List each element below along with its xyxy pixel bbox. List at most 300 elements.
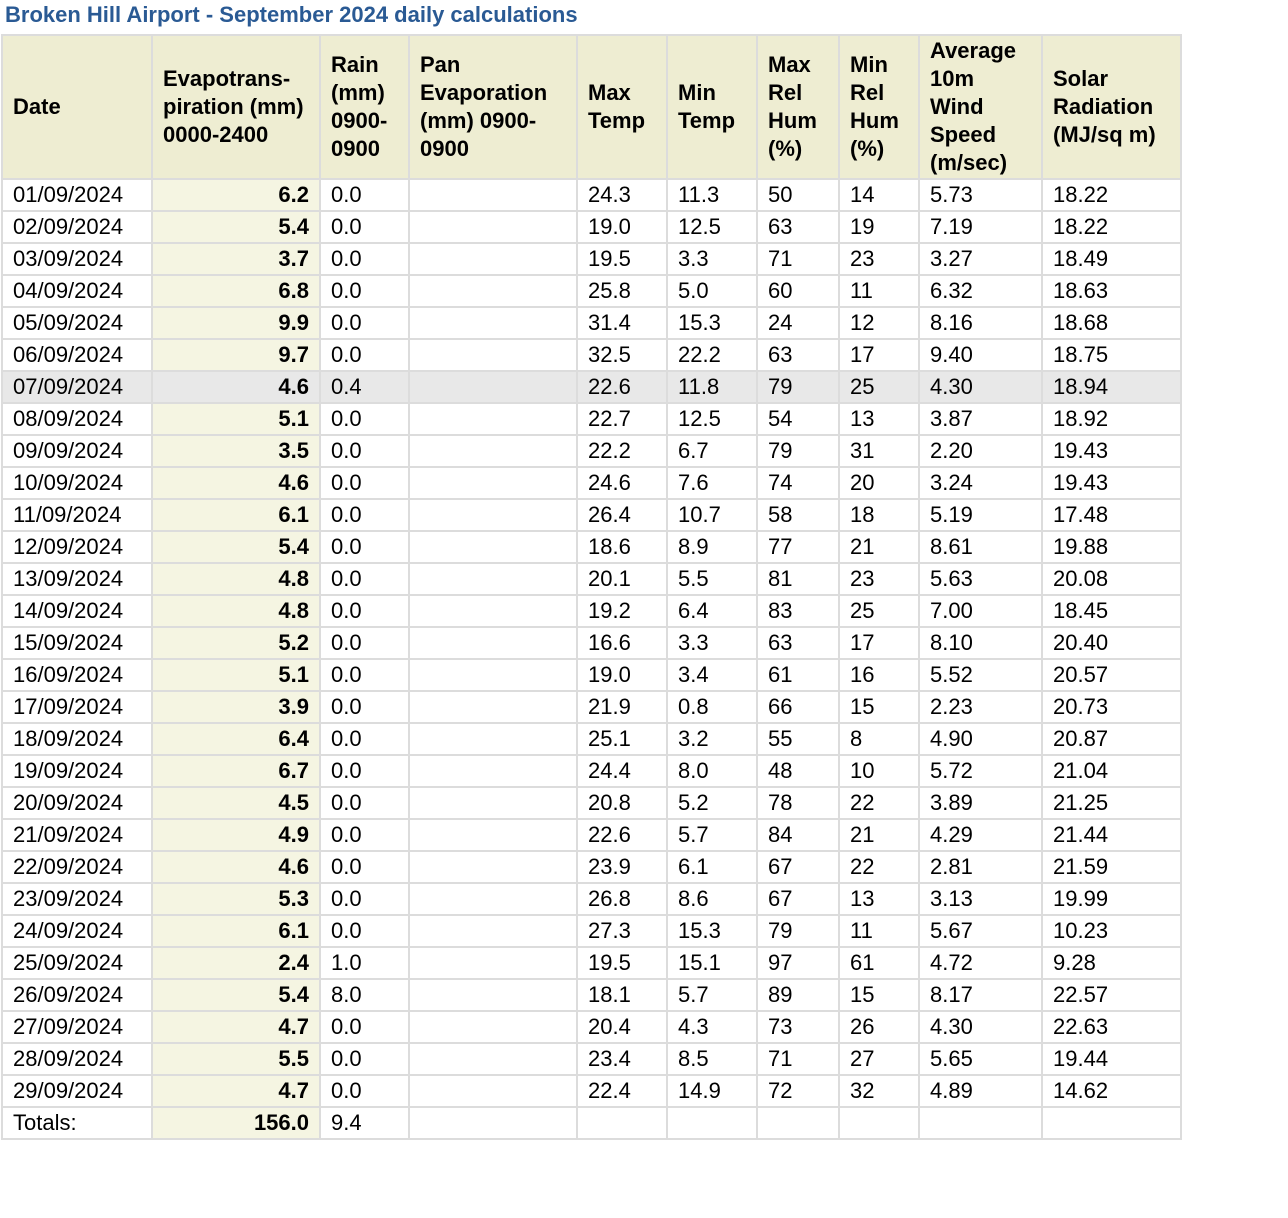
cell-max-rel-hum: 50 (757, 179, 839, 211)
table-row (2, 339, 1181, 371)
table-row (2, 563, 1181, 595)
cell-solar-radiation: 19.44 (1042, 1043, 1181, 1075)
cell-wind-speed: 3.13 (919, 883, 1042, 915)
cell-pan-evaporation (409, 275, 577, 307)
cell-max-rel-hum: 79 (757, 915, 839, 947)
table-row (2, 691, 1181, 723)
cell-min-temp: 8.9 (667, 531, 757, 563)
cell-solar-radiation: 18.94 (1042, 371, 1181, 403)
cell-pan-evaporation (409, 1043, 577, 1075)
cell-pan-evaporation (409, 467, 577, 499)
cell-min-temp: 15.3 (667, 307, 757, 339)
cell-date: 25/09/2024 (2, 947, 152, 979)
table-row (2, 531, 1181, 563)
cell-solar-radiation: 10.23 (1042, 915, 1181, 947)
cell-pan-evaporation (409, 499, 577, 531)
cell-wind-speed: 3.24 (919, 467, 1042, 499)
cell-evapotranspiration: 6.1 (152, 499, 320, 531)
cell-max-rel-hum: 48 (757, 755, 839, 787)
cell-min-temp: 22.2 (667, 339, 757, 371)
cell-date: 02/09/2024 (2, 211, 152, 243)
cell-date: 22/09/2024 (2, 851, 152, 883)
cell-date: 05/09/2024 (2, 307, 152, 339)
cell-min-rel-hum: 8 (839, 723, 919, 755)
cell-solar-radiation: 9.28 (1042, 947, 1181, 979)
cell-max-temp: 21.9 (577, 691, 667, 723)
cell-min-temp: 8.5 (667, 1043, 757, 1075)
cell-solar-radiation: 14.62 (1042, 1075, 1181, 1107)
cell-wind-speed: 5.73 (919, 179, 1042, 211)
cell-min-rel-hum: 18 (839, 499, 919, 531)
cell-max-rel-hum: 54 (757, 403, 839, 435)
cell-rain: 0.0 (320, 275, 409, 307)
cell-wind-speed: 8.61 (919, 531, 1042, 563)
cell-rain: 0.0 (320, 531, 409, 563)
cell-min-temp: 5.2 (667, 787, 757, 819)
cell-min-rel-hum: 31 (839, 435, 919, 467)
cell-evapotranspiration: 3.9 (152, 691, 320, 723)
table-row (2, 883, 1181, 915)
cell-solar-radiation: 18.92 (1042, 403, 1181, 435)
table-row (2, 435, 1181, 467)
cell-solar-radiation: 18.22 (1042, 179, 1181, 211)
cell-pan-evaporation (409, 915, 577, 947)
cell-max-rel-hum: 67 (757, 883, 839, 915)
cell-min-rel-hum: 17 (839, 339, 919, 371)
cell-min-temp: 6.1 (667, 851, 757, 883)
cell-pan-evaporation (409, 243, 577, 275)
cell-max-rel-hum: 81 (757, 563, 839, 595)
cell-max-temp: 16.6 (577, 627, 667, 659)
cell-min-temp: 11.8 (667, 371, 757, 403)
cell-evapotranspiration: 5.4 (152, 531, 320, 563)
cell-min-temp: 6.7 (667, 435, 757, 467)
cell-rain: 0.0 (320, 403, 409, 435)
table-row (2, 659, 1181, 691)
cell-rain: 0.0 (320, 723, 409, 755)
cell-evapotranspiration: 9.7 (152, 339, 320, 371)
cell-evapotranspiration: 4.6 (152, 851, 320, 883)
header-row (2, 35, 1181, 179)
cell-solar-radiation: 22.63 (1042, 1011, 1181, 1043)
col-header-rain: Rain (mm) 0900-0900 (320, 35, 409, 179)
table-row (2, 179, 1181, 211)
cell-max-temp: 24.6 (577, 467, 667, 499)
table-caption: Broken Hill Airport - September 2024 daily calculations (5, 2, 578, 27)
cell-evapotranspiration: 4.8 (152, 563, 320, 595)
cell-rain: 0.0 (320, 563, 409, 595)
cell-max-rel-hum: 55 (757, 723, 839, 755)
cell-rain: 8.0 (320, 979, 409, 1011)
cell-max-rel-hum: 84 (757, 819, 839, 851)
cell-wind-speed: 5.65 (919, 1043, 1042, 1075)
cell-evapotranspiration: 5.2 (152, 627, 320, 659)
cell-max-rel-hum: 78 (757, 787, 839, 819)
cell-max-rel-hum: 72 (757, 1075, 839, 1107)
cell-rain: 0.0 (320, 243, 409, 275)
cell-evapotranspiration: 9.9 (152, 307, 320, 339)
col-header-solar-radiation: Solar Radiation (MJ/sq m) (1042, 35, 1181, 179)
cell-max-temp: 20.8 (577, 787, 667, 819)
totals-min-rel-hum (839, 1107, 919, 1139)
cell-max-temp: 32.5 (577, 339, 667, 371)
cell-date: 24/09/2024 (2, 915, 152, 947)
cell-max-rel-hum: 60 (757, 275, 839, 307)
col-header-pan-evaporation: Pan Evaporation (mm) 0900-0900 (409, 35, 577, 179)
cell-max-rel-hum: 63 (757, 211, 839, 243)
totals-max-rel-hum (757, 1107, 839, 1139)
cell-date: 04/09/2024 (2, 275, 152, 307)
cell-wind-speed: 7.19 (919, 211, 1042, 243)
cell-evapotranspiration: 3.5 (152, 435, 320, 467)
cell-date: 06/09/2024 (2, 339, 152, 371)
cell-min-rel-hum: 10 (839, 755, 919, 787)
cell-min-temp: 5.0 (667, 275, 757, 307)
cell-evapotranspiration: 4.7 (152, 1075, 320, 1107)
cell-min-rel-hum: 17 (839, 627, 919, 659)
table-row (2, 851, 1181, 883)
cell-pan-evaporation (409, 723, 577, 755)
cell-min-temp: 15.3 (667, 915, 757, 947)
cell-solar-radiation: 20.87 (1042, 723, 1181, 755)
cell-rain: 0.0 (320, 787, 409, 819)
cell-wind-speed: 7.00 (919, 595, 1042, 627)
cell-min-rel-hum: 20 (839, 467, 919, 499)
cell-date: 03/09/2024 (2, 243, 152, 275)
cell-date: 20/09/2024 (2, 787, 152, 819)
cell-pan-evaporation (409, 755, 577, 787)
cell-pan-evaporation (409, 595, 577, 627)
cell-date: 14/09/2024 (2, 595, 152, 627)
table-row (2, 275, 1181, 307)
cell-max-temp: 31.4 (577, 307, 667, 339)
cell-pan-evaporation (409, 787, 577, 819)
cell-rain: 1.0 (320, 947, 409, 979)
cell-max-temp: 24.3 (577, 179, 667, 211)
cell-max-rel-hum: 79 (757, 435, 839, 467)
cell-min-rel-hum: 25 (839, 595, 919, 627)
cell-min-rel-hum: 16 (839, 659, 919, 691)
cell-solar-radiation: 18.75 (1042, 339, 1181, 371)
col-header-date: Date (2, 35, 152, 179)
cell-wind-speed: 5.63 (919, 563, 1042, 595)
cell-wind-speed: 4.30 (919, 1011, 1042, 1043)
table-row (2, 627, 1181, 659)
cell-evapotranspiration: 4.7 (152, 1011, 320, 1043)
cell-date: 21/09/2024 (2, 819, 152, 851)
cell-wind-speed: 3.27 (919, 243, 1042, 275)
table-row (2, 1075, 1181, 1107)
cell-max-temp: 25.8 (577, 275, 667, 307)
cell-evapotranspiration: 5.5 (152, 1043, 320, 1075)
cell-wind-speed: 5.52 (919, 659, 1042, 691)
table-row (2, 819, 1181, 851)
table-row (2, 467, 1181, 499)
cell-max-temp: 22.7 (577, 403, 667, 435)
cell-min-temp: 15.1 (667, 947, 757, 979)
cell-date: 10/09/2024 (2, 467, 152, 499)
cell-max-temp: 23.4 (577, 1043, 667, 1075)
cell-date: 11/09/2024 (2, 499, 152, 531)
cell-rain: 0.0 (320, 595, 409, 627)
cell-max-temp: 19.0 (577, 659, 667, 691)
cell-rain: 0.0 (320, 211, 409, 243)
totals-row (2, 1107, 1181, 1139)
cell-pan-evaporation (409, 819, 577, 851)
cell-min-temp: 3.3 (667, 243, 757, 275)
cell-date: 28/09/2024 (2, 1043, 152, 1075)
cell-rain: 0.4 (320, 371, 409, 403)
cell-max-temp: 18.1 (577, 979, 667, 1011)
cell-solar-radiation: 19.99 (1042, 883, 1181, 915)
cell-evapotranspiration: 4.6 (152, 371, 320, 403)
totals-min-temp (667, 1107, 757, 1139)
totals-evapotranspiration: 156.0 (152, 1107, 320, 1139)
cell-min-temp: 10.7 (667, 499, 757, 531)
table-row (2, 979, 1181, 1011)
cell-evapotranspiration: 6.8 (152, 275, 320, 307)
cell-max-temp: 19.0 (577, 211, 667, 243)
cell-date: 01/09/2024 (2, 179, 152, 211)
cell-min-rel-hum: 61 (839, 947, 919, 979)
table-row (2, 595, 1181, 627)
cell-min-temp: 12.5 (667, 403, 757, 435)
cell-min-temp: 4.3 (667, 1011, 757, 1043)
cell-min-rel-hum: 23 (839, 243, 919, 275)
cell-max-rel-hum: 97 (757, 947, 839, 979)
cell-date: 17/09/2024 (2, 691, 152, 723)
cell-min-rel-hum: 23 (839, 563, 919, 595)
cell-max-temp: 20.4 (577, 1011, 667, 1043)
col-header-min-temp: Min Temp (667, 35, 757, 179)
cell-rain: 0.0 (320, 627, 409, 659)
table-row (2, 947, 1181, 979)
cell-min-temp: 3.2 (667, 723, 757, 755)
cell-pan-evaporation (409, 435, 577, 467)
cell-rain: 0.0 (320, 691, 409, 723)
cell-pan-evaporation (409, 659, 577, 691)
cell-max-temp: 19.5 (577, 947, 667, 979)
cell-date: 23/09/2024 (2, 883, 152, 915)
totals-solar-radiation (1042, 1107, 1181, 1139)
cell-max-temp: 23.9 (577, 851, 667, 883)
cell-solar-radiation: 18.49 (1042, 243, 1181, 275)
cell-max-temp: 22.2 (577, 435, 667, 467)
cell-pan-evaporation (409, 179, 577, 211)
cell-min-temp: 8.0 (667, 755, 757, 787)
cell-wind-speed: 2.81 (919, 851, 1042, 883)
table-row (2, 915, 1181, 947)
cell-max-rel-hum: 89 (757, 979, 839, 1011)
cell-solar-radiation: 21.44 (1042, 819, 1181, 851)
cell-min-temp: 6.4 (667, 595, 757, 627)
table-row (2, 371, 1181, 403)
cell-date: 08/09/2024 (2, 403, 152, 435)
cell-max-rel-hum: 83 (757, 595, 839, 627)
cell-date: 07/09/2024 (2, 371, 152, 403)
cell-min-rel-hum: 22 (839, 787, 919, 819)
cell-max-rel-hum: 63 (757, 627, 839, 659)
table-row (2, 787, 1181, 819)
cell-rain: 0.0 (320, 819, 409, 851)
table-body (2, 179, 1181, 1139)
cell-min-rel-hum: 11 (839, 915, 919, 947)
col-header-max-temp: Max Temp (577, 35, 667, 179)
totals-wind-speed (919, 1107, 1042, 1139)
cell-wind-speed: 3.89 (919, 787, 1042, 819)
cell-min-rel-hum: 21 (839, 819, 919, 851)
col-header-max-rel-hum: Max Rel Hum (%) (757, 35, 839, 179)
cell-min-temp: 8.6 (667, 883, 757, 915)
cell-solar-radiation: 18.45 (1042, 595, 1181, 627)
cell-solar-radiation: 21.25 (1042, 787, 1181, 819)
cell-max-rel-hum: 67 (757, 851, 839, 883)
cell-rain: 0.0 (320, 1011, 409, 1043)
cell-min-temp: 5.5 (667, 563, 757, 595)
cell-max-temp: 25.1 (577, 723, 667, 755)
cell-date: 15/09/2024 (2, 627, 152, 659)
cell-max-rel-hum: 61 (757, 659, 839, 691)
cell-min-temp: 3.3 (667, 627, 757, 659)
cell-min-rel-hum: 32 (839, 1075, 919, 1107)
cell-evapotranspiration: 5.1 (152, 403, 320, 435)
cell-rain: 0.0 (320, 659, 409, 691)
cell-solar-radiation: 18.63 (1042, 275, 1181, 307)
cell-min-temp: 11.3 (667, 179, 757, 211)
cell-max-rel-hum: 66 (757, 691, 839, 723)
cell-evapotranspiration: 4.9 (152, 819, 320, 851)
cell-rain: 0.0 (320, 915, 409, 947)
daily-calculations-table (1, 34, 1182, 1140)
cell-max-rel-hum: 79 (757, 371, 839, 403)
cell-min-rel-hum: 26 (839, 1011, 919, 1043)
cell-solar-radiation: 21.04 (1042, 755, 1181, 787)
table-row (2, 755, 1181, 787)
totals-label: Totals: (2, 1107, 152, 1139)
cell-wind-speed: 3.87 (919, 403, 1042, 435)
cell-min-rel-hum: 13 (839, 403, 919, 435)
cell-max-temp: 24.4 (577, 755, 667, 787)
cell-min-temp: 3.4 (667, 659, 757, 691)
cell-wind-speed: 4.29 (919, 819, 1042, 851)
cell-date: 09/09/2024 (2, 435, 152, 467)
cell-pan-evaporation (409, 627, 577, 659)
cell-min-temp: 12.5 (667, 211, 757, 243)
cell-min-rel-hum: 14 (839, 179, 919, 211)
cell-max-temp: 22.6 (577, 371, 667, 403)
cell-max-temp: 27.3 (577, 915, 667, 947)
cell-max-temp: 20.1 (577, 563, 667, 595)
totals-max-temp (577, 1107, 667, 1139)
cell-pan-evaporation (409, 403, 577, 435)
cell-date: 18/09/2024 (2, 723, 152, 755)
cell-pan-evaporation (409, 883, 577, 915)
cell-max-rel-hum: 71 (757, 1043, 839, 1075)
cell-wind-speed: 6.32 (919, 275, 1042, 307)
cell-pan-evaporation (409, 1011, 577, 1043)
cell-max-temp: 19.2 (577, 595, 667, 627)
cell-rain: 0.0 (320, 467, 409, 499)
cell-date: 13/09/2024 (2, 563, 152, 595)
cell-max-rel-hum: 77 (757, 531, 839, 563)
cell-pan-evaporation (409, 307, 577, 339)
cell-pan-evaporation (409, 211, 577, 243)
cell-wind-speed: 2.23 (919, 691, 1042, 723)
cell-evapotranspiration: 6.7 (152, 755, 320, 787)
cell-min-temp: 0.8 (667, 691, 757, 723)
cell-evapotranspiration: 5.1 (152, 659, 320, 691)
cell-wind-speed: 4.90 (919, 723, 1042, 755)
cell-max-rel-hum: 58 (757, 499, 839, 531)
cell-min-rel-hum: 27 (839, 1043, 919, 1075)
cell-evapotranspiration: 4.8 (152, 595, 320, 627)
cell-wind-speed: 8.17 (919, 979, 1042, 1011)
table-row (2, 307, 1181, 339)
cell-wind-speed: 5.72 (919, 755, 1042, 787)
cell-solar-radiation: 17.48 (1042, 499, 1181, 531)
table-row (2, 1011, 1181, 1043)
cell-evapotranspiration: 5.4 (152, 979, 320, 1011)
cell-min-rel-hum: 12 (839, 307, 919, 339)
cell-evapotranspiration: 6.2 (152, 179, 320, 211)
cell-date: 27/09/2024 (2, 1011, 152, 1043)
cell-evapotranspiration: 5.4 (152, 211, 320, 243)
cell-rain: 0.0 (320, 851, 409, 883)
cell-max-rel-hum: 73 (757, 1011, 839, 1043)
col-header-min-rel-hum: Min Rel Hum (%) (839, 35, 919, 179)
cell-min-rel-hum: 15 (839, 691, 919, 723)
cell-solar-radiation: 20.73 (1042, 691, 1181, 723)
cell-max-rel-hum: 74 (757, 467, 839, 499)
cell-wind-speed: 5.67 (919, 915, 1042, 947)
cell-rain: 0.0 (320, 435, 409, 467)
cell-min-temp: 7.6 (667, 467, 757, 499)
cell-wind-speed: 8.16 (919, 307, 1042, 339)
totals-pan-evaporation (409, 1107, 577, 1139)
cell-min-rel-hum: 11 (839, 275, 919, 307)
cell-solar-radiation: 19.88 (1042, 531, 1181, 563)
cell-solar-radiation: 18.68 (1042, 307, 1181, 339)
cell-wind-speed: 9.40 (919, 339, 1042, 371)
cell-rain: 0.0 (320, 307, 409, 339)
cell-solar-radiation: 20.40 (1042, 627, 1181, 659)
cell-min-rel-hum: 19 (839, 211, 919, 243)
cell-max-temp: 22.6 (577, 819, 667, 851)
cell-max-rel-hum: 71 (757, 243, 839, 275)
table-row (2, 723, 1181, 755)
cell-evapotranspiration: 4.5 (152, 787, 320, 819)
cell-rain: 0.0 (320, 883, 409, 915)
cell-max-temp: 26.8 (577, 883, 667, 915)
cell-solar-radiation: 20.57 (1042, 659, 1181, 691)
cell-wind-speed: 2.20 (919, 435, 1042, 467)
cell-max-temp: 19.5 (577, 243, 667, 275)
cell-pan-evaporation (409, 947, 577, 979)
cell-rain: 0.0 (320, 499, 409, 531)
cell-wind-speed: 4.89 (919, 1075, 1042, 1107)
cell-solar-radiation: 19.43 (1042, 467, 1181, 499)
cell-solar-radiation: 22.57 (1042, 979, 1181, 1011)
cell-min-temp: 5.7 (667, 819, 757, 851)
cell-pan-evaporation (409, 691, 577, 723)
cell-min-rel-hum: 21 (839, 531, 919, 563)
cell-wind-speed: 8.10 (919, 627, 1042, 659)
totals-rain: 9.4 (320, 1107, 409, 1139)
table-row (2, 1043, 1181, 1075)
cell-rain: 0.0 (320, 339, 409, 371)
cell-evapotranspiration: 6.4 (152, 723, 320, 755)
cell-max-temp: 22.4 (577, 1075, 667, 1107)
